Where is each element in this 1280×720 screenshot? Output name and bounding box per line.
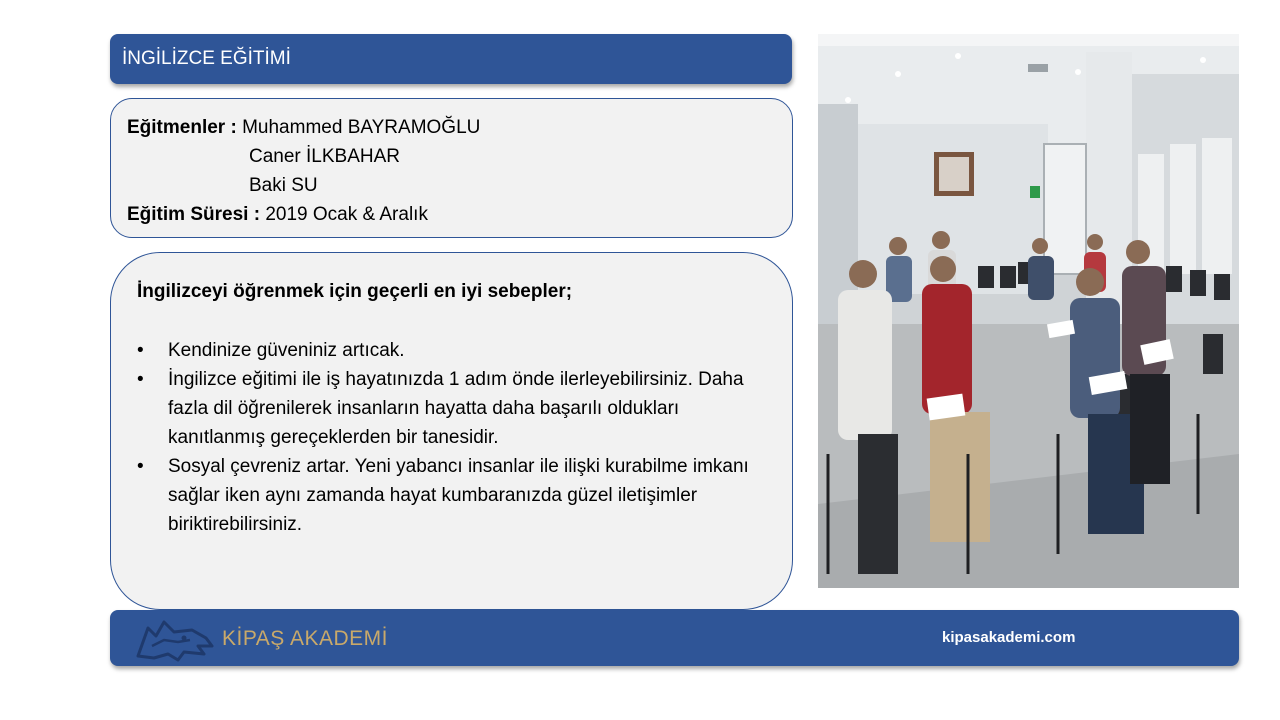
trainer-info-box bbox=[110, 98, 793, 238]
trainer-name: Caner İLKBAHAR bbox=[249, 146, 401, 167]
website-link[interactable]: kipasakademi.com bbox=[942, 629, 1076, 646]
reasons-box bbox=[110, 252, 793, 610]
trainer-name: Baki SU bbox=[249, 175, 318, 196]
trainer-name: Muhammed BAYRAMOĞLU bbox=[242, 117, 481, 138]
footer-logo[interactable] bbox=[134, 616, 388, 662]
list-item: • İngilizce eğitimi ile iş hayatınızda 1 adım önde ilerleyebilirsiniz. Daha fazla dil öğrenilerek insanların hayatta daha başarılı oldukları kanıtlanmış gereçeklerden bir tanesidir. bbox=[137, 365, 762, 452]
duration-row bbox=[127, 200, 792, 229]
duration-value: 2019 Ocak & Aralık bbox=[265, 204, 428, 225]
trainers-row bbox=[127, 113, 792, 142]
reasons-heading: İngilizceyi öğrenmek için geçerli en iyi sebepler; bbox=[137, 281, 573, 302]
trainers-label: Eğitmenler : bbox=[127, 117, 237, 138]
reasons-list bbox=[137, 336, 762, 539]
classroom-photo bbox=[818, 34, 1239, 588]
footer-bar bbox=[110, 610, 1239, 666]
list-item: • Sosyal çevreniz artar. Yeni yabancı insanlar ile ilişki kurabilme imkanı sağlar iken aynı zamanda hayat kumbaranızda güzel iletişimler biriktirebilirsiniz. bbox=[137, 452, 762, 539]
wolf-head-logo-icon bbox=[134, 616, 216, 662]
classroom-photo-icon bbox=[818, 34, 1239, 588]
slide-title-bar bbox=[110, 34, 792, 84]
logo-text: KİPAŞ AKADEMİ bbox=[222, 627, 388, 650]
slide-title: İNGİLİZCE EĞİTİMİ bbox=[122, 48, 291, 69]
duration-label: Eğitim Süresi : bbox=[127, 204, 261, 225]
list-item: • Kendinize güveniniz artıcak. bbox=[137, 336, 762, 365]
